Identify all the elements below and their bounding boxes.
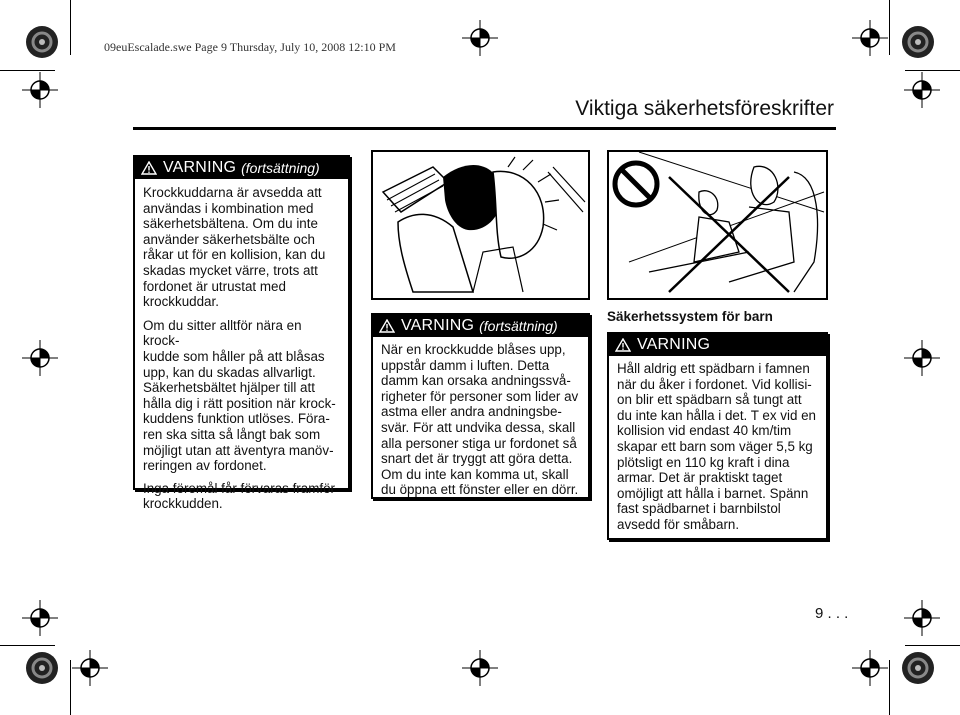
- warning-paragraph: När en krockkudde blåses upp, uppstår damm i luften. Detta damm kan orsaka andningssvå- righeter för personer som lider av astma eller andra andningsbe- svär. För att undvika dessa, skall alla personer stiga ur fordonet så snart det är tryggt att göra detta. Om du inte kan komma ut, skall du öppna ett fönster eller en dörr.: [381, 342, 579, 498]
- warning-triangle-icon: [379, 319, 395, 333]
- crop-mark: [0, 645, 55, 646]
- crop-mark: [905, 70, 960, 71]
- warning-paragraph: Om du sitter alltför nära en krock- kudde som håller på att blåsas upp, kan du skadas allvarligt. Säkerhetsbältet hjälper till att hålla dig i rätt position när krock- kuddens funktion utlöses. Föra- ren ska sitta så långt bak som möjligt utan att äventyra manöv- reringen av fordonet.: [143, 317, 336, 474]
- page-title: Viktiga säkerhetsföreskrifter: [575, 97, 834, 120]
- crop-mark: [70, 660, 71, 715]
- header-rule: [133, 127, 836, 130]
- crop-mark: [889, 0, 890, 55]
- print-slug: 09euEscalade.swe Page 9 Thursday, July 10, 2008 12:10 PM: [104, 40, 396, 54]
- print-target-icon: [24, 24, 60, 60]
- registration-mark-icon: [462, 20, 498, 56]
- registration-mark-icon: [904, 340, 940, 376]
- registration-mark-icon: [72, 650, 108, 686]
- crop-mark: [905, 645, 960, 646]
- registration-mark-icon: [462, 650, 498, 686]
- crop-mark: [889, 660, 890, 715]
- airbag-illustration: [371, 150, 590, 300]
- registration-mark-icon: [904, 600, 940, 636]
- warning-box-infant: [607, 332, 828, 540]
- warning-box-dust: [371, 313, 590, 499]
- print-target-icon: [24, 650, 60, 686]
- registration-mark-icon: [852, 650, 888, 686]
- warning-paragraph: Håll aldrig ett spädbarn i famnen när du åker i fordonet. Vid kollisi- on blir ett spädbarn så tungt att du inte kan hålla i det. T ex vid en kollision vid endast 40 km/tim skapar ett barn som väger 5,5 kg plötsligt en 110 kg kraft i dina armar. Det är praktiskt taget omöjligt att hålla i barnet. Spänn fast spädbarnet i barnbilstol avsedd för småbarn.: [617, 361, 817, 532]
- warning-continued: (fortsättning): [241, 160, 320, 176]
- warning-header: [609, 334, 826, 356]
- warning-triangle-icon: [141, 161, 157, 175]
- child-in-lap-illustration: [607, 150, 828, 300]
- warning-triangle-icon: [615, 338, 631, 352]
- print-target-icon: [900, 24, 936, 60]
- warning-header: [135, 157, 348, 179]
- warning-paragraph: Krockkuddarna är avsedda att användas i kombination med säkerhetsbältena. Om du inte använder säkerhetsbälte och råkar ut för en kollision, kan du skadas mycket värre, trots att fordonet är utrustat med krockkuddar.: [143, 185, 326, 310]
- crop-mark: [0, 70, 55, 71]
- registration-mark-icon: [852, 20, 888, 56]
- prohibition-icon: [615, 163, 657, 205]
- registration-mark-icon: [904, 72, 940, 108]
- warning-paragraph: Inga föremål får förvaras framför krockkudden.: [143, 480, 336, 512]
- warning-label: VARNING: [637, 336, 711, 353]
- crop-mark: [70, 0, 71, 55]
- registration-mark-icon: [22, 72, 58, 108]
- registration-mark-icon: [22, 340, 58, 376]
- warning-header: [373, 315, 588, 337]
- warning-label: VARNING: [401, 317, 475, 334]
- page-number: 9 . . .: [815, 605, 849, 622]
- registration-mark-icon: [22, 600, 58, 636]
- section-title: Säkerhetssystem för barn: [607, 309, 773, 324]
- warning-box-airbag: [133, 155, 350, 512]
- warning-continued: (fortsättning): [479, 318, 558, 334]
- print-target-icon: [900, 650, 936, 686]
- warning-label: VARNING: [163, 159, 237, 176]
